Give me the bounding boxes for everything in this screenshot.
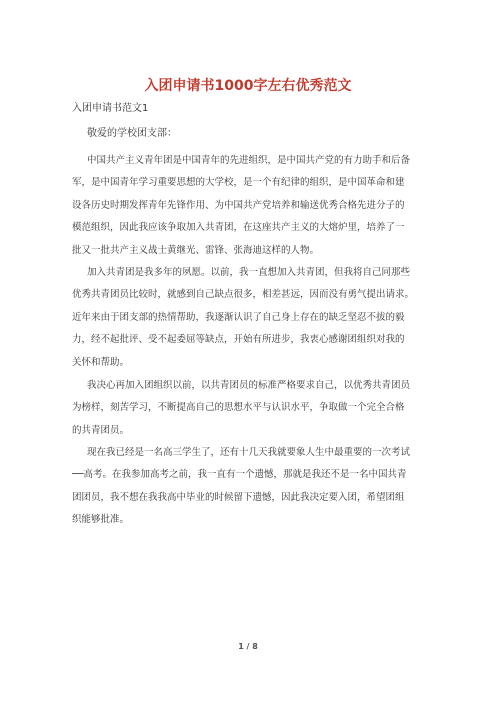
paragraph-line: 加入共青团是我多年的夙愿。以前，我一直想加入共青团，但我将自己同那些: [87, 267, 411, 278]
paragraph-line: 近年来由于团支部的热情帮助，我逐渐认识了自己身上存在的缺乏坚忍不拔的毅: [72, 311, 405, 323]
paragraph-line: 军，是中国青年学习重要思想的大学校，是一个有纪律的组织，是中国革命和建: [72, 177, 405, 189]
document-subtitle: 入团申请书范文1: [72, 103, 149, 114]
paragraph-line: ──高考。在我参加高考之前，我一直有一个遗憾，那就是我还不是一名中国共青: [72, 469, 407, 481]
paragraph-3: [72, 375, 427, 442]
paragraph-line: 优秀共青团员比较时，就感到自己缺点很多，相差甚远，因而没有勇气提出请求。: [72, 289, 415, 301]
paragraph-line: 织能够批准。: [72, 514, 130, 526]
page-indicator: 1 / 8: [238, 642, 258, 651]
paragraph-line: 为榜样，刻苦学习，不断提高自己的思想水平与认识水平，争取做一个完全合格: [72, 402, 405, 414]
paragraph-1: [72, 150, 427, 262]
paragraph-4: [72, 442, 427, 532]
paragraph-line: 关怀和帮助。: [72, 356, 130, 368]
paragraph-line: 的共青团员。: [72, 424, 130, 436]
paragraph-2: [72, 262, 427, 374]
paragraph-line: 现在我已经是一名高三学生了，还有十几天我就要象人生中最重要的一次考试: [87, 447, 411, 458]
paragraph-line: 模范组织，因此我应该争取加入共青团，在这座共产主义的大熔炉里，培养了一: [72, 222, 405, 234]
salutation: 敬爱的学校团支部：: [87, 128, 177, 139]
paragraph-line: 设各历史时期发挥青年先锋作用、为中国共产党培养和输送优秀合格先进分子的: [72, 199, 405, 211]
document-title: 入团申请书1000字左右优秀范文: [144, 78, 352, 94]
paragraph-line: 我决心再加入团组织以前，以共青团员的标准严格要求自己，以优秀共青团员: [87, 380, 411, 391]
paragraph-line: 批又一批共产主义战士黄继光、雷锋、张海迪这样的人物。: [72, 244, 320, 256]
paragraph-line: 中国共产主义青年团是中国青年的先进组织，是中国共产党的有力助手和后备: [87, 155, 411, 166]
paragraph-line: 团团员，我不想在我我高中毕业的时候留下遗憾，因此我决定要入团，希望团组: [72, 491, 405, 503]
paragraph-line: 力，经不起批评、受不起委屈等缺点，开始有所进步，我衷心感谢团组织对我的: [72, 334, 405, 346]
